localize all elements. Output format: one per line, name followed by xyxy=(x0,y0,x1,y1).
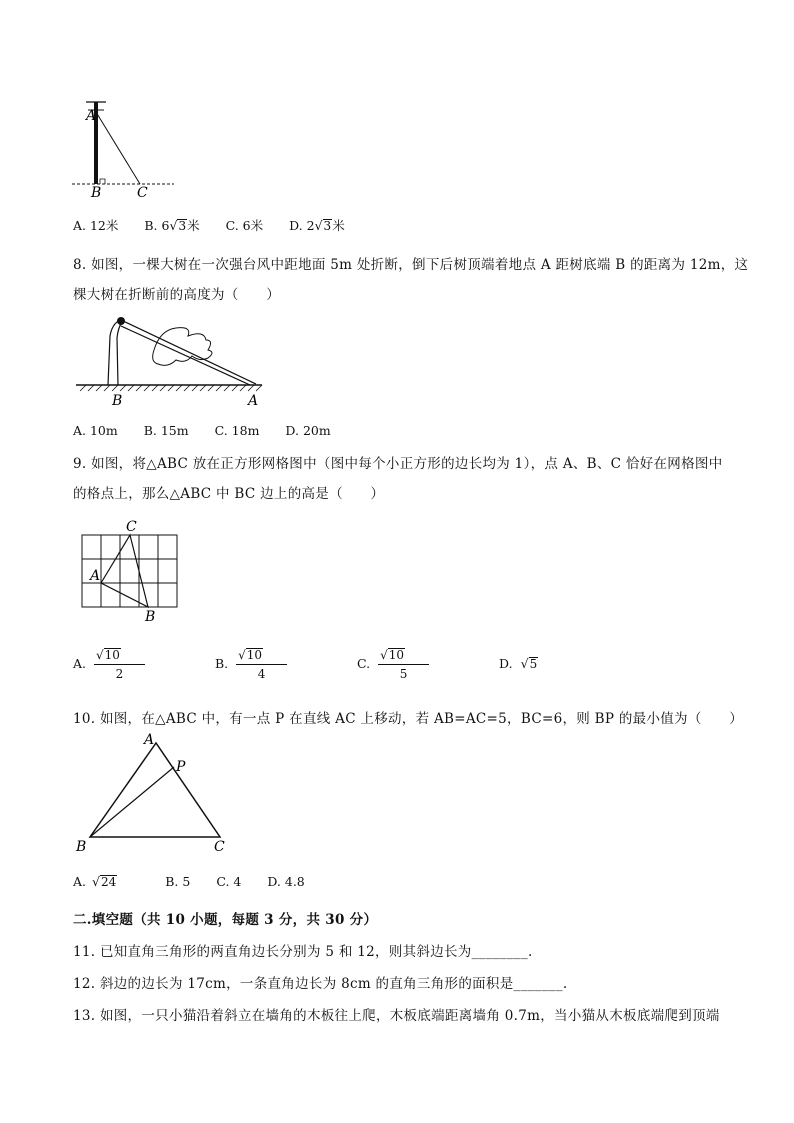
q8-option-b[interactable]: B. 15m xyxy=(143,423,189,438)
q10-label-c: C xyxy=(214,839,225,855)
q7-wire xyxy=(96,112,140,184)
q9-option-b[interactable]: B. $\frac{√10}{4}$ xyxy=(215,656,331,671)
q7-label-b: B xyxy=(91,185,102,201)
q7-label-a: A xyxy=(86,108,97,124)
q13-stem: 13. 如图，一只小猫沿着斜立在墙角的木板往上爬，木板底端距离墙角 0.7m，当小猫从木板底端爬到顶端 xyxy=(73,1008,720,1024)
q7-figure xyxy=(70,98,180,201)
q7-option-b[interactable]: B. 6√3米 xyxy=(144,218,200,233)
q8-options xyxy=(73,423,353,438)
q9-label-b: B xyxy=(145,609,156,625)
q8-figure xyxy=(74,312,269,412)
q8-ground-hatch xyxy=(80,385,262,391)
q10-option-b[interactable]: B. 5 xyxy=(165,874,191,889)
q9-option-c[interactable]: C. $\frac{√10}{5}$ xyxy=(357,656,473,671)
q8-option-d[interactable]: D. 20m xyxy=(285,423,331,438)
q8-label-b: B xyxy=(112,393,123,409)
q8-label-a: A xyxy=(248,393,259,409)
q9-triangle-abc xyxy=(101,535,148,607)
q10-label-a: A xyxy=(144,732,155,748)
q7-options xyxy=(73,216,367,234)
q9-option-a[interactable]: A. $\frac{√10}{2}$ xyxy=(73,656,189,671)
q8-foliage xyxy=(153,328,212,366)
q8-stem-line1: 8. 如图，一棵大树在一次强台风中距地面 5m 处折断，倒下后树顶端着地点 A 距树底端 B 的距离为 12m，这 xyxy=(73,257,749,273)
q7-option-a[interactable]: A. 12米 xyxy=(73,218,119,233)
q9-label-c: C xyxy=(126,519,137,535)
q10-stem-line1: 10. 如图，在△ABC 中，有一点 P 在直线 AC 上移动，若 AB=AC=5，BC=6，则 BP 的最小值为（ ） xyxy=(73,711,744,727)
q8-stem-line2: 棵大树在折断前的高度为（ ） xyxy=(73,287,280,303)
q9-figure xyxy=(74,517,194,627)
q10-label-p: P xyxy=(176,759,186,775)
q10-label-b: B xyxy=(76,839,87,855)
q12-stem: 12. 斜边的边长为 17cm，一条直角边长为 8cm 的直角三角形的面积是_______. xyxy=(73,976,568,992)
q9-stem-line2: 的格点上，那么△ABC 中 BC 边上的高是（ ） xyxy=(73,486,385,502)
q10-option-a[interactable]: A. √24 xyxy=(73,874,117,889)
q7-label-c: C xyxy=(137,185,148,201)
q7-right-angle-mark xyxy=(100,179,105,184)
q9-option-d[interactable]: D. √5 xyxy=(499,656,538,671)
q9-stem-line1: 9. 如图，将△ABC 放在正方形网格图中（图中每个小正方形的边长均为 1），点 A、B、C 恰好在网格图中 xyxy=(73,456,723,472)
q10-option-d[interactable]: D. 4.8 xyxy=(267,874,305,889)
q9-options xyxy=(73,648,582,681)
q10-options xyxy=(73,874,327,889)
section-2-heading: 二.填空题（共 10 小题，每题 3 分，共 30 分） xyxy=(73,912,378,928)
q9-label-a: A xyxy=(90,568,101,584)
q11-stem: 11. 已知直角三角形的两直角边长分别为 5 和 12，则其斜边长为________. xyxy=(73,944,533,960)
q8-tree-trunk xyxy=(108,320,122,385)
q8-option-c[interactable]: C. 18m xyxy=(214,423,260,438)
q8-option-a[interactable]: A. 10m xyxy=(73,423,118,438)
q10-triangle-abc xyxy=(90,743,220,837)
q10-figure xyxy=(74,729,234,859)
q10-option-c[interactable]: C. 4 xyxy=(216,874,242,889)
q7-option-d[interactable]: D. 2√3米 xyxy=(289,218,345,233)
q7-option-c[interactable]: C. 6米 xyxy=(225,218,264,233)
